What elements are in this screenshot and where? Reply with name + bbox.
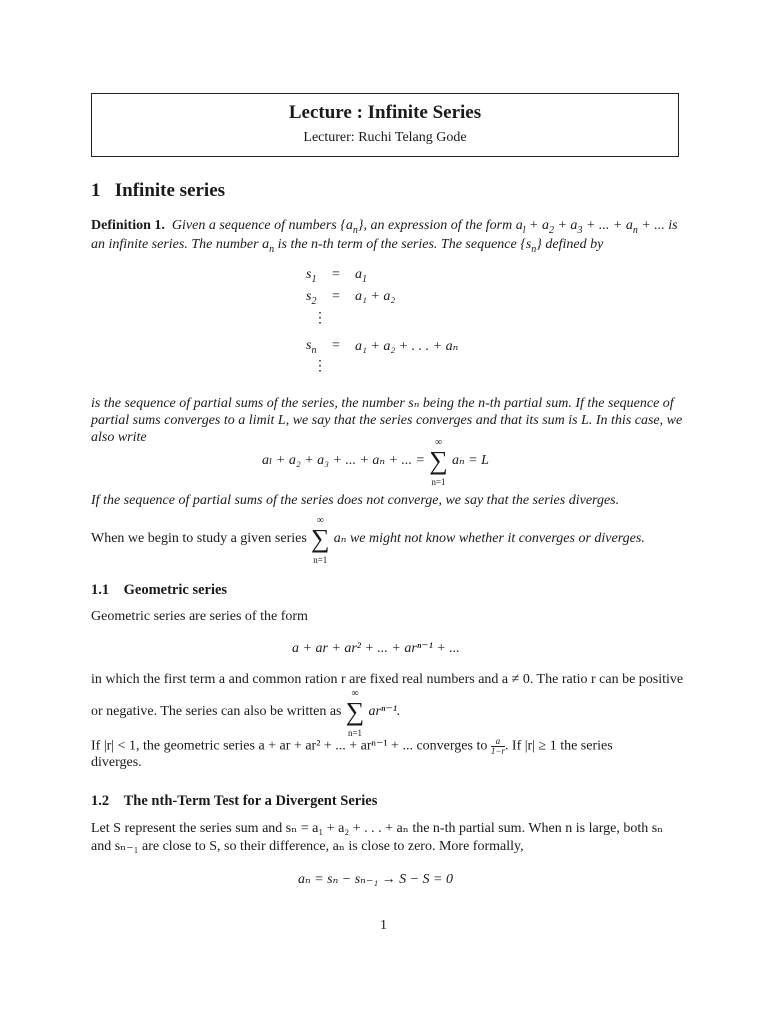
definition-text: + a [525, 218, 549, 233]
math-text: aₗ + a₂ + a₃ + ... + aₙ + ... = [262, 453, 429, 469]
partial-sum-rhs-1 [355, 267, 367, 285]
geo-line-3 [91, 737, 613, 756]
sigma-lower: n=1 [431, 477, 446, 487]
nth-display: aₙ = sₙ − sₙ₋₁ → S − S = 0 [298, 872, 453, 887]
fraction-denominator: 1−r [490, 746, 505, 756]
body-text: . If |r| ≥ 1 the series [504, 738, 613, 754]
sigma-lower: n=1 [313, 555, 328, 565]
sigma-lower: n=1 [347, 728, 363, 738]
equals-sign: = [332, 338, 340, 353]
math-text: a [355, 267, 362, 282]
fraction [491, 737, 505, 756]
geo-line-2 [91, 688, 401, 738]
sum-equation [262, 437, 489, 487]
subsection-title: Geometric series [123, 582, 228, 598]
para-line: is the sequence of partial sums of the series, the number sₙ being the n-th partial sum. If the sequence of [91, 396, 674, 411]
math-text: s [306, 267, 312, 282]
begin-paragraph [91, 515, 645, 565]
geo-line-4: diverges. [91, 755, 142, 770]
sigma-symbol [310, 515, 330, 565]
lecturer-name: Lecturer: Ruchi Telang Gode [303, 130, 467, 145]
definition-text: an infinite series. The number a [91, 237, 270, 252]
math-text: aₙ = L [452, 453, 489, 469]
partial-sum-rhs-2: a₁ + a₂ [355, 289, 396, 304]
subsection-heading [91, 582, 227, 599]
page-number: 1 [380, 918, 387, 933]
math-sub: n [311, 344, 317, 356]
sigma-upper: ∞ [351, 688, 359, 699]
para-line: partial sums converges to a limit L, we say that the series converges and that its sum is L. In this case, we [91, 413, 683, 428]
section-title: Infinite series [114, 180, 226, 201]
sigma-symbol [345, 688, 365, 738]
geo-display: a + ar + ar² + ... + arⁿ⁻¹ + ... [292, 641, 460, 656]
section-heading [91, 180, 225, 202]
partial-sum-sn [306, 338, 316, 356]
lecture-title: Lecture : Infinite Series [288, 102, 482, 123]
math-text: s [306, 289, 312, 304]
geo-intro: Geometric series are series of the form [91, 609, 308, 624]
subsection-number: 1.2 [91, 793, 110, 809]
math-sub: 2 [311, 295, 317, 307]
subsection-number: 1.1 [91, 582, 110, 598]
equals-sign: = [332, 289, 340, 304]
partial-sum-rhs-n: a₁ + a₂ + . . . + aₙ [355, 339, 459, 354]
nth-line-1: Let S represent the series sum and sₙ = a₁ + a₂ + . . . + aₙ the n-th partial sum. When n is large, both sₙ [91, 821, 664, 836]
subsection-title: The nth-Term Test for a Divergent Series [123, 793, 378, 809]
math-sub: 1 [311, 273, 317, 285]
sigma-symbol [429, 437, 449, 487]
title-box [91, 93, 679, 157]
body-text: or negative. The series can also be written as [91, 704, 345, 720]
para-line: also write [91, 430, 147, 445]
math-sub: 1 [362, 273, 367, 285]
definition-label: Definition 1. [91, 218, 165, 233]
sigma-upper: ∞ [316, 515, 324, 526]
vdots-2: ⋮ [313, 359, 327, 374]
sigma-glyph: ∑ [429, 446, 448, 475]
body-text: arⁿ⁻¹. [364, 704, 401, 720]
vdots-1: ⋮ [313, 311, 327, 326]
fraction-numerator: a [491, 737, 505, 747]
definition-text: }, an expression of the form a [357, 218, 523, 233]
definition-text: } defined by [536, 237, 604, 252]
body-text: When we begin to study a given series [91, 531, 311, 547]
partial-sum-s2 [306, 289, 316, 307]
subsection-heading [91, 793, 377, 810]
sigma-glyph: ∑ [311, 524, 330, 553]
definition-line-1: Definition 1. Given a sequence of numbers $\{a_n\}$, an expression of the form $a_l + a_2 + a_3$ + ... + $a_n$ + ... is [91, 218, 678, 236]
definition-text: + a [553, 218, 578, 233]
partial-sum-s1 [306, 267, 316, 285]
section-number: 1 [91, 180, 101, 201]
nth-line-2: and sₙ₋₁ are close to S, so their difference, aₙ is close to zero. More formally, [91, 839, 524, 854]
body-text: aₙ we might not know whether it converges or diverges. [330, 531, 645, 547]
diverge-text: If the sequence of partial sums of the series does not converge, we say that the series diverges. [91, 493, 620, 508]
definition-text: + ... + a [582, 218, 633, 233]
definition-line-2: an infinite series. The number $a_n$ is the n-th term of the series. The sequence $\{s_n\}$ defined by [91, 237, 604, 255]
definition-text: + ... is [637, 218, 678, 233]
definition-text: is the n-th term of the series. The sequence {s [274, 237, 532, 252]
equals-sign: = [332, 267, 340, 282]
math-text: s [306, 338, 312, 353]
geo-line-1: in which the first term a and common ration r are fixed real numbers and a ≠ 0. The ratio r can be positive [91, 672, 684, 687]
definition-text: Given a sequence of numbers {a [171, 218, 353, 233]
body-text: If |r| < 1, the geometric series a + ar + ar² + ... + arⁿ⁻¹ + ... converges to [91, 738, 491, 754]
sigma-glyph: ∑ [345, 697, 365, 726]
sigma-upper: ∞ [434, 437, 443, 448]
